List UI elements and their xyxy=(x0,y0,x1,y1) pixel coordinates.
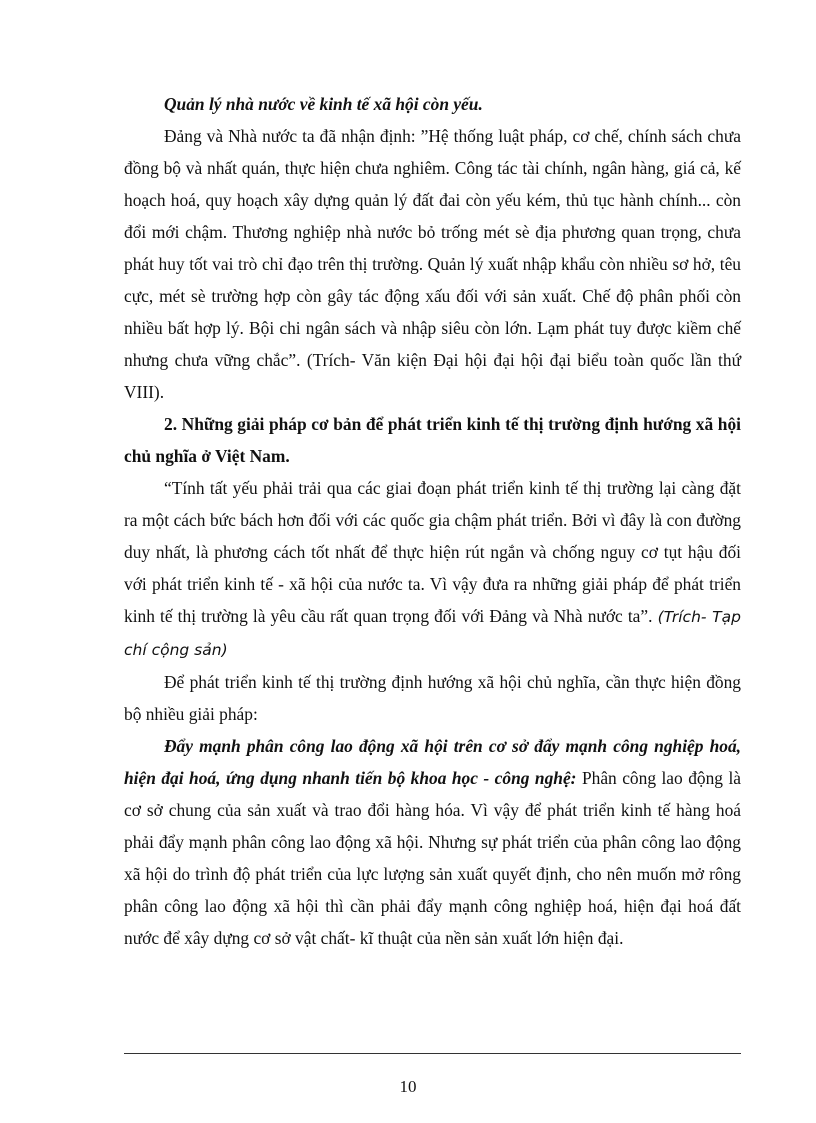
section-heading-management: Quản lý nhà nước về kinh tế xã hội còn yếu. xyxy=(164,94,483,114)
quote-citation: (Trích- Tạp chí cộng sản) xyxy=(124,608,741,659)
labor-division-heading: Đẩy mạnh phân công lao động xã hội trên cơ sở đẩy mạnh công nghiệp hoá, hiện đại hoá, ứng dụng nhanh tiến bộ khoa học - công nghệ: xyxy=(124,736,741,788)
section-heading-solutions: 2. Những giải pháp cơ bản để phát triển kinh tế thị trường định hướng xã hội chủ nghĩa ở Việt Nam. xyxy=(124,414,741,466)
paragraph-party-assessment: Đảng và Nhà nước ta đã nhận định: ”Hệ thống luật pháp, cơ chế, chính sách chưa đồng bộ và nhất quán, thực hiện chưa nghiêm. Công tác tài chính, ngân hàng, giá cả, kế hoạch hoá, quy hoạch xây dựng quản lý đất đai còn yếu kém, thủ tục hành chính... còn đổi mới chậm. Thương nghiệp nhà nước bỏ trống mét sè địa phương quan trọng, chưa phát huy tốt vai trò chỉ đạo trên thị trường. Quản lý xuất nhập khẩu còn nhiều sơ hở, têu cực, mét sè trường hợp còn gây tác động xấu đối với sản xuất. Chế độ phân phối còn nhiều bất hợp lý. Bội chi ngân sách và nhập siêu còn lớn. Lạm phát tuy được kiềm chế nhưng chưa vững chắc”. (Trích- Văn kiện Đại hội đại hội đại biểu toàn quốc lần thứ VIII). xyxy=(124,126,741,402)
page-content xyxy=(124,88,741,954)
paragraph-labor-division xyxy=(124,730,741,954)
labor-division-body: Phân công lao động là cơ sở chung của sản xuất và trao đổi hàng hóa. Vì vậy để phát triển kinh tế hàng hoá phải đẩy mạnh phân công lao động xã hội. Nhưng sự phát triển của phân công lao động xã hội do trình độ phát triển của lực lượng sản xuất quyết định, cho nên muốn mở rông phân công lao động xã hội thì cần phải đẩy mạnh công nghiệp hoá, hiện đại hoá đất nước để xây dựng cơ sở vật chất- kĩ thuật của nền sản xuất lớn hiện đại. xyxy=(124,768,741,948)
page-number: 10 xyxy=(399,1077,417,1096)
quote-text: “Tính tất yếu phải trải qua các giai đoạn phát triển kinh tế thị trường lại càng đặt ra một cách bức bách hơn đối với các quốc gia chậm phát triển. Bởi vì đây là con đường duy nhất, là phương cách tốt nhất để thực hiện rút ngắn và chống nguy cơ tụt hậu đối với phát triển kinh tế - xã hội của nước ta. Vì vậy đưa ra những giải pháp để phát triển kinh tế thị trường là yêu cầu rất quan trọng đối với Đảng và Nhà nước ta”. xyxy=(124,478,741,626)
footer-divider xyxy=(124,1053,741,1054)
paragraph-quote xyxy=(124,472,741,666)
paragraph-intro-solutions: Để phát triển kinh tế thị trường định hướng xã hội chủ nghĩa, cần thực hiện đồng bộ nhiều giải pháp: xyxy=(124,672,741,724)
